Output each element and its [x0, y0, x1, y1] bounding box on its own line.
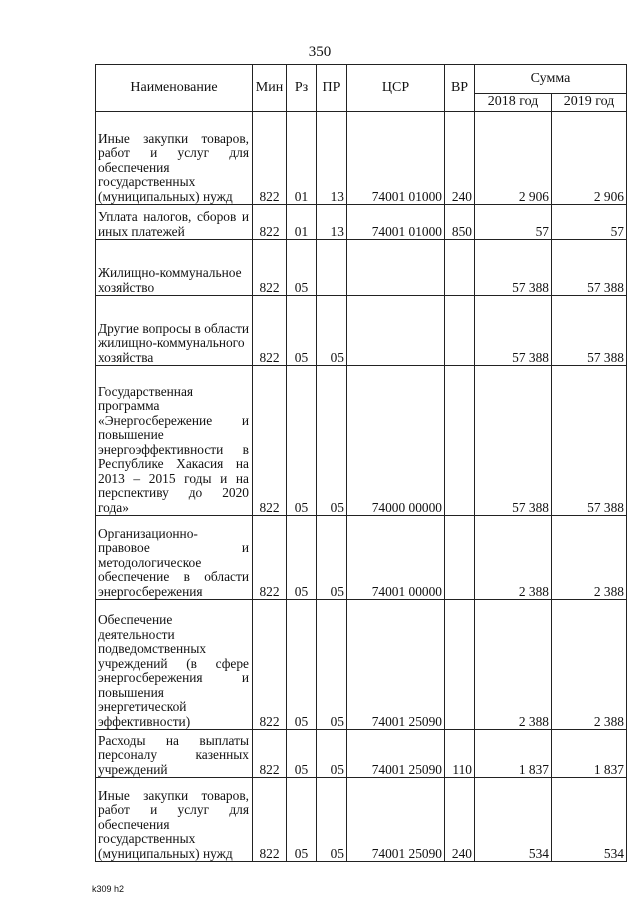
row-csr: 74001 00000 — [347, 516, 445, 600]
row-name: Жилищно-коммунальное хозяйство — [96, 240, 253, 296]
table-row — [96, 205, 627, 240]
row-name: Иные закупки товаров, работ и услуг для обеспечения государственных (муниципальных) нужд — [96, 778, 253, 862]
row-csr: 74000 00000 — [347, 366, 445, 516]
row-csr: 74001 25090 — [347, 730, 445, 778]
row-sum-2018: 57 388 — [475, 240, 552, 296]
row-vr — [445, 600, 475, 730]
row-sum-2019: 534 — [552, 778, 627, 862]
footer-code: k309 h2 — [92, 884, 125, 894]
row-sum-2019: 57 — [552, 205, 627, 240]
row-rz: 05 — [287, 240, 317, 296]
row-pr: 05 — [317, 366, 347, 516]
row-name: Другие вопросы в области жилищно-коммунального хозяйства — [96, 296, 253, 366]
row-name: Обеспечение деятельности подведомственных учреждений (в сфере энергосбережения и повышения энергетической эффективности) — [96, 600, 253, 730]
header-2018: 2018 год — [475, 94, 552, 112]
row-min: 822 — [253, 112, 287, 205]
row-sum-2018: 57 388 — [475, 296, 552, 366]
row-vr: 240 — [445, 778, 475, 862]
header-2019: 2019 год — [552, 94, 627, 112]
table-row — [96, 778, 627, 862]
row-csr — [347, 240, 445, 296]
row-rz: 05 — [287, 366, 317, 516]
row-min: 822 — [253, 516, 287, 600]
row-name: Иные закупки товаров, работ и услуг для обеспечения государственных (муниципальных) нужд — [96, 112, 253, 205]
table-row — [96, 240, 627, 296]
row-pr: 05 — [317, 516, 347, 600]
row-sum-2018: 534 — [475, 778, 552, 862]
row-sum-2019: 1 837 — [552, 730, 627, 778]
row-vr — [445, 240, 475, 296]
row-vr — [445, 366, 475, 516]
row-min: 822 — [253, 730, 287, 778]
row-sum-2019: 2 906 — [552, 112, 627, 205]
row-rz: 05 — [287, 778, 317, 862]
row-pr: 05 — [317, 730, 347, 778]
row-pr: 05 — [317, 296, 347, 366]
row-pr: 05 — [317, 778, 347, 862]
row-sum-2018: 2 906 — [475, 112, 552, 205]
row-vr: 110 — [445, 730, 475, 778]
row-pr: 13 — [317, 205, 347, 240]
row-vr — [445, 296, 475, 366]
row-sum-2018: 57 388 — [475, 366, 552, 516]
header-name: Наименование — [96, 65, 253, 112]
row-csr: 74001 01000 — [347, 205, 445, 240]
header-sum: Сумма — [475, 65, 627, 94]
header-rz: Рз — [287, 65, 317, 112]
row-sum-2019: 2 388 — [552, 516, 627, 600]
row-name: Уплата налогов, сборов и иных платежей — [96, 205, 253, 240]
row-rz: 05 — [287, 296, 317, 366]
row-sum-2019: 2 388 — [552, 600, 627, 730]
row-sum-2018: 2 388 — [475, 516, 552, 600]
row-min: 822 — [253, 240, 287, 296]
table-row — [96, 112, 627, 205]
row-csr: 74001 25090 — [347, 778, 445, 862]
row-min: 822 — [253, 205, 287, 240]
table-row — [96, 296, 627, 366]
row-name: Расходы на выплаты персоналу казенных учреждений — [96, 730, 253, 778]
header-pr: ПР — [317, 65, 347, 112]
row-name: Организационно-правовое и методологическое обеспечение в области энергосбережения — [96, 516, 253, 600]
row-pr: 13 — [317, 112, 347, 205]
row-min: 822 — [253, 296, 287, 366]
row-rz: 01 — [287, 112, 317, 205]
row-min: 822 — [253, 778, 287, 862]
row-sum-2018: 2 388 — [475, 600, 552, 730]
row-sum-2019: 57 388 — [552, 366, 627, 516]
row-rz: 05 — [287, 600, 317, 730]
row-name: Государственная программа «Энергосбережение и повышение энергоэффективности в Республике Хакасия на 2013 – 2015 годы и на перспективу до 2020 года» — [96, 366, 253, 516]
header-min: Мин — [253, 65, 287, 112]
row-sum-2018: 1 837 — [475, 730, 552, 778]
row-sum-2019: 57 388 — [552, 296, 627, 366]
row-pr — [317, 240, 347, 296]
row-rz: 05 — [287, 730, 317, 778]
row-csr: 74001 25090 — [347, 600, 445, 730]
table-row — [96, 730, 627, 778]
row-pr: 05 — [317, 600, 347, 730]
row-vr: 850 — [445, 205, 475, 240]
row-rz: 01 — [287, 205, 317, 240]
row-vr: 240 — [445, 112, 475, 205]
row-csr: 74001 01000 — [347, 112, 445, 205]
row-csr — [347, 296, 445, 366]
row-vr — [445, 516, 475, 600]
table-row — [96, 366, 627, 516]
row-sum-2018: 57 — [475, 205, 552, 240]
row-min: 822 — [253, 600, 287, 730]
budget-table — [95, 64, 627, 862]
header-csr: ЦСР — [347, 65, 445, 112]
table-row — [96, 516, 627, 600]
row-rz: 05 — [287, 516, 317, 600]
table-row — [96, 600, 627, 730]
row-sum-2019: 57 388 — [552, 240, 627, 296]
row-min: 822 — [253, 366, 287, 516]
page-number: 350 — [308, 44, 332, 60]
header-vr: ВР — [445, 65, 475, 112]
